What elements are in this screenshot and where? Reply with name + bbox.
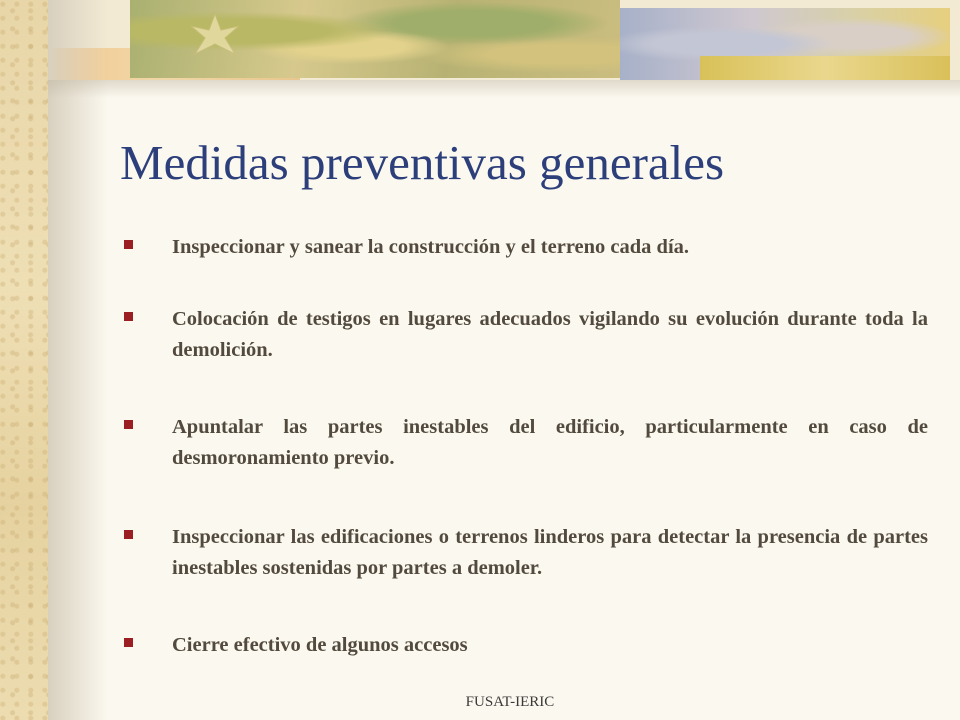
top-shadow bbox=[48, 80, 960, 98]
decor-tile bbox=[700, 56, 950, 80]
bullet-item bbox=[120, 522, 928, 584]
footer-text: FUSAT-IERIC bbox=[465, 694, 555, 710]
bullet-text: Colocación de testigos en lugares adecuados vigilando su evolución durante toda la demolición. bbox=[172, 308, 928, 361]
square-bullet-icon bbox=[124, 530, 133, 539]
bullet-text: Inspeccionar y sanear la construcción y el terreno cada día. bbox=[172, 236, 690, 258]
left-paper-strip bbox=[0, 0, 48, 720]
bullet-item bbox=[120, 232, 928, 263]
bullet-text: Apuntalar las partes inestables del edificio, particularmente en caso de desmoronamiento previo. bbox=[172, 416, 928, 469]
square-bullet-icon bbox=[124, 240, 133, 249]
slide-title: Medidas preventivas generales bbox=[120, 135, 725, 190]
bullet-item bbox=[120, 630, 928, 661]
bullet-item bbox=[120, 412, 928, 474]
square-bullet-icon bbox=[124, 420, 133, 429]
square-bullet-icon bbox=[124, 638, 133, 647]
header-decoration bbox=[0, 0, 960, 80]
left-shadow bbox=[48, 0, 108, 720]
leaf-icon bbox=[185, 12, 245, 58]
bullet-text: Cierre efectivo de algunos accesos bbox=[172, 634, 468, 656]
square-bullet-icon bbox=[124, 312, 133, 321]
bullet-text: Inspeccionar las edificaciones o terrenos linderos para detectar la presencia de partes inestables sostenidas por partes a demoler. bbox=[172, 526, 928, 579]
bullet-item bbox=[120, 304, 928, 366]
